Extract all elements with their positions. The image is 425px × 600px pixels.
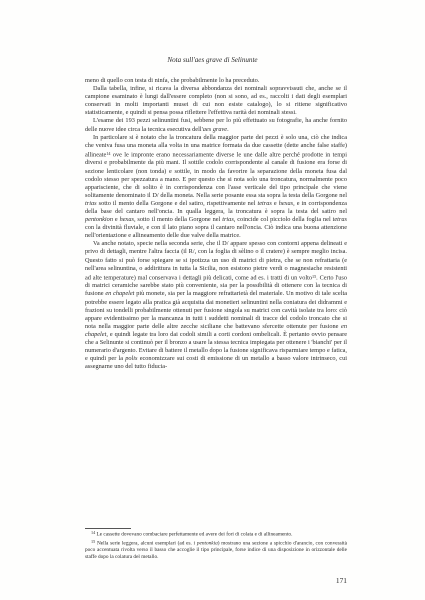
paragraph: L'esame dei 193 pezzi selinuntini fusi, sebbene per lo più effettuato su fotografie, ha anche fornito delle nuove idee circa la tecnica esecutiva dell'aes grave.	[85, 117, 347, 133]
paragraph: Dalla tabella, infine, si ricava la diversa abbondanza dei nominali sopravvissuti che, anche se il campione esaminato è lungi dall'essere completo (non si sono, ad es., raccolti i dati degli esemplari conservati in molti importanti musei di cui non esiste catalogo), lo si ritiene significativo statisticamente, e quindi si pensa possa riflettere l'effettiva rarità dei nominali stessi.	[85, 85, 347, 117]
running-header: Nota sull'aes grave di Selinunte	[167, 56, 258, 64]
paragraph: meno di quello con testa di ninfa, che probabilmente lo ha preceduto.	[85, 77, 260, 84]
footnote-number: 14	[91, 530, 96, 535]
footnote-divider	[85, 528, 131, 529]
paragraph: In particolare si è notato che la troncatura della maggior parte dei pezzi è solo una, ciò che indica che veniva fusa una moneta alla volta in una matrice formata da due cassette (dette anche false staffe) allineate$^{14}$ ove le impronte erano necessariamente diverse le une dalle altre perché prodotte in tempi diversi e probabilmente da più mani. Il sottile codolo corrispondente al canale di fusione era forse di sezione lenticolare (non tonda) e sottile, in modo da favorire la separazione della moneta fusa dal codolo stesso per spezzatura a mano. E per questo che si nota solo una troncatura, normalmente poco apparisciente, che di solito è in corrispondenza con l'asse verticale del tipo principale che viene solitamente denominato il D/ della moneta. Nella serie posante essa sta sopra la testa della Gorgone nel trias sotto il mento della Gorgone e del satiro, rispettivamente nel tetras e hexas, e in corrispondenza della base del cantaro nell'oncia. In qualla leggera, la troncatura è sopra la testa del satiro nel pentonkion e hexas, sotto il mento della Gorgone nel trias, coincide col picciolo della foglia nel tetras con la divinità fluviale, e con il lato piano sopra il cantaro nell'oncia. Ciò indica una buona attenzione nell'orientazione e allineamento delle due valve della matrice.	[85, 133, 347, 240]
footnote: $^{15}$ Nella serie leggera, alcuni esemplari (ad es. i pentonkia) mostrano una sezione a spicchio d'arancio, con convessità poco accentuata rivolta verso il basso che accoglie il tipo principale, forse indice di una disposizione in orizzontale delle staffe dopo la colatura del metallo.	[85, 539, 347, 560]
body-text	[85, 77, 347, 371]
footnotes	[85, 530, 347, 561]
footnote: $^{14}$ Le cassette dovevano combaciare perfettamente ed avere dei fori di colata e di allineamento.	[91, 530, 293, 538]
paragraph: Va anche notato, specie nella seconda serie, che il D/ appare spesso con contorni appena delineati e privo di dettagli, mentre l'altra faccia (il R/, con la foglia di sèlino o il cratere) è sempre meglio incisa. Questo fatto si può forse spiegare se si ipotizza un uso di matrici di pietra, che se non refrattaria (e nell'area selinuntina, o addirittura in tutta la Sicilia, non esistono pietre verdi o magnesiache resistenti ad alte temperature) mal conservava i dettagli più delicati, come ad es. i tratti di un volto$^{15}$. Certo l'uso di matrici ceramiche sarebbe stato più conveniente, sia per la possibilità di ottenere con la tecnica di fusione en chapelet più monete, sia per la maggiore refrattarietà del materiale. Un motivo di tale scelta potrebbe essere legato alla pratica già acquisita dai monetieri selinuntini nella coniatura dei didrammi e frazioni su tondelli probabilmente ottenuti per fusione singola su matrici con cavità isolate tra loro: ciò appare evidentissimo per la mancanza in tutti i suddetti nominali di tracce del codolo troncato che si nota nella maggior parte delle altre zecche siciliane che battevano sfercette ottenute per fusione en chapelet, e quindi legate tra loro dai codoli simili a corti cordoni ombelicali. È pertanto ovvio pensare che a Selinunte si continuò per il bronzo a usare la stessa tecnica impiegata per ottenere i 'bianchi' per il numerario d'argento. Evitare di battere il metallo dopo la fusione significava risparmiare tempo e fatica, e quindi per la polis economizzare sui costi di emissione di un metallo a basso valore intrinseco, cui assegnarne uno del tutto fiducia-	[85, 240, 347, 371]
footnote-ref[interactable]: 14	[106, 150, 111, 156]
footnote-ref[interactable]: 15	[311, 273, 317, 279]
footnote-number: 15	[91, 539, 96, 544]
page-number: 171	[335, 576, 347, 585]
